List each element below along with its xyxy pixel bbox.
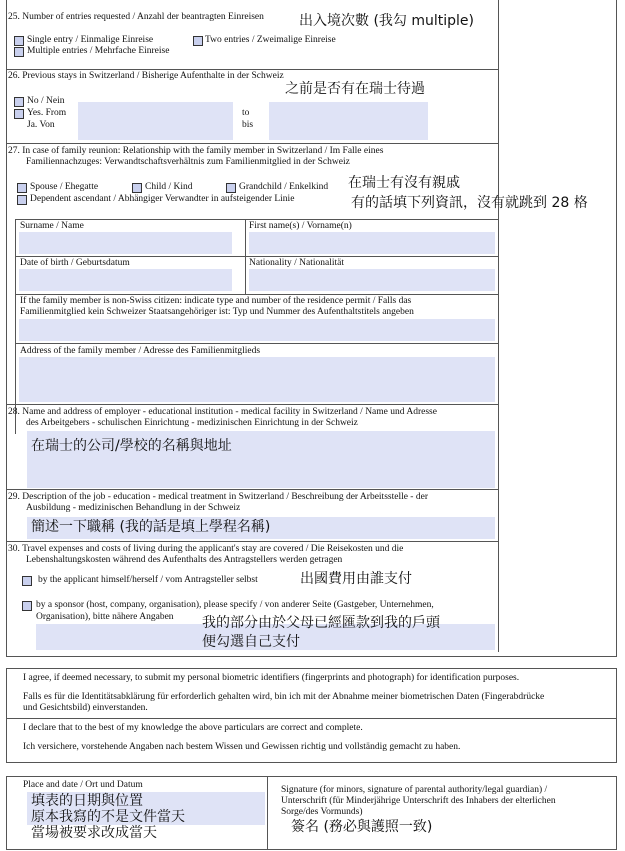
declaration-text: Ich versichere, vorstehende Angaben nach bestem Wissen und Gewissen richtig und vollständig gemacht zu haben. — [23, 742, 461, 752]
divider — [6, 69, 498, 70]
q27-first-names-label: First name(s) / Vorname(n) — [249, 221, 352, 231]
checkbox-spouse[interactable] — [17, 183, 27, 193]
q26-title: 26. Previous stays in Switzerland / Bisherige Aufenthalte in der Schweiz — [8, 71, 284, 81]
place-date-note: 原本我寫的不是文件當天 — [31, 809, 185, 825]
q28-title: 28. Name and address of employer - educational institution - medical facility in Switzerland / Name und Adresse — [8, 407, 437, 417]
q27-option-child: Child / Kind — [145, 182, 193, 192]
residence-permit-field[interactable] — [19, 319, 495, 341]
checkbox-sponsor-pays[interactable] — [22, 601, 32, 611]
q25-note: 出入境次數 (我勾 multiple) — [299, 13, 474, 29]
q25-option-single: Single entry / Einmalige Einreise — [27, 35, 154, 45]
divider — [6, 143, 498, 144]
q27-nationality-label: Nationality / Nationalität — [249, 258, 344, 268]
family-dob-field[interactable] — [19, 269, 232, 291]
checkbox-applicant-pays[interactable] — [22, 576, 32, 586]
q26-no: No / Nein — [27, 96, 65, 106]
q27-dob-label: Date of birth / Geburtsdatum — [20, 258, 130, 268]
divider — [15, 294, 498, 295]
declaration-text: Falls es für die Identitätsabklärung für erforderlich gehalten wird, bin ich mit der Abnahme meiner biometrischen Daten (Fingerabdrücke — [23, 692, 545, 702]
divider — [6, 541, 498, 542]
signature-label: Sorge/des Vormunds) — [281, 807, 363, 817]
q26-ja: Ja. Von — [27, 120, 55, 130]
divider — [267, 777, 268, 849]
checkbox-single-entry[interactable] — [14, 36, 24, 46]
checkbox-child[interactable] — [132, 183, 142, 193]
q25-title: 25. Number of entries requested / Anzahl der beantragten Einreisen — [8, 12, 264, 22]
q27-title: 27. In case of family reunion: Relationship with the family member in Switzerland / Im Falle eines — [8, 146, 384, 156]
divider — [15, 256, 498, 257]
checkbox-grandchild[interactable] — [226, 183, 236, 193]
divider — [15, 343, 498, 344]
family-address-field[interactable] — [19, 357, 495, 402]
declaration-text: und Gesichtsbild) einverstanden. — [23, 703, 148, 713]
place-date-note: 當場被要求改成當天 — [31, 825, 157, 841]
divider — [15, 219, 16, 434]
checkbox-multiple-entries[interactable] — [14, 47, 24, 57]
q27-option-spouse: Spouse / Ehegatte — [30, 182, 99, 192]
signature-label: Unterschrift (für Minderjährige Unterschrift des Inhabers der elterlichen — [281, 796, 556, 806]
place-date-note: 填表的日期與位置 — [31, 793, 143, 809]
q25-option-two: Two entries / Zweimalige Einreise — [205, 35, 336, 45]
q30-note: 我的部分由於父母已經匯款到我的戶頭 — [202, 615, 440, 631]
q27-permit-label: Familienmitglied kein Schweizer Staatsangehöriger ist: Typ und Nummer des Aufenthaltstitels angeben — [20, 307, 414, 317]
checkbox-dependent[interactable] — [17, 195, 27, 205]
q27-permit-label: If the family member is non-Swiss citizen: indicate type and number of the residence permit / Falls das — [20, 296, 412, 306]
family-nationality-field[interactable] — [249, 269, 495, 291]
family-surname-field[interactable] — [19, 232, 232, 254]
q30-option-sponsor: Organisation), bitte nähere Angaben — [36, 612, 174, 622]
family-first-names-field[interactable] — [249, 232, 495, 254]
stay-from-field[interactable] — [78, 102, 233, 140]
declaration-text: I declare that to the best of my knowledge the above particulars are correct and complete. — [23, 723, 363, 733]
right-column-divider — [498, 0, 499, 652]
place-date-label: Place and date / Ort und Datum — [23, 780, 143, 790]
divider — [6, 404, 498, 405]
stay-to-field[interactable] — [269, 102, 428, 140]
q29-note: 簡述一下職稱 (我的話是填上學程名稱) — [31, 519, 271, 535]
q28-note: 在瑞士的公司/學校的名稱與地址 — [31, 438, 232, 454]
q28-title: des Arbeitgebers - schulischen Einrichtung - medizinischen Einrichtung in der Schweiz — [26, 418, 358, 428]
signature-label: Signature (for minors, signature of parental authority/legal guardian) / — [281, 785, 548, 795]
q27-address-label: Address of the family member / Adresse des Familienmitglieds — [20, 346, 261, 356]
signature-note: 簽名 (務必與護照一致) — [291, 819, 433, 835]
q30-title: 30. Travel expenses and costs of living during the applicant's stay are covered / Die Reisekosten und die — [8, 544, 404, 554]
divider — [15, 219, 498, 220]
q29-title: 29. Description of the job - education - medical treatment in Switzerland / Beschreibung der Arbeitsstelle - der — [8, 492, 428, 502]
q26-note: 之前是否有在瑞士待過 — [285, 81, 425, 97]
checkbox-two-entries[interactable] — [193, 36, 203, 46]
q30-option-applicant: by the applicant himself/herself / vom Antragsteller selbst — [38, 575, 258, 585]
q27-option-grandchild: Grandchild / Enkelkind — [239, 182, 329, 192]
q30-note: 便勾選自己支付 — [202, 634, 300, 650]
q30-note: 出國費用由誰支付 — [300, 571, 412, 587]
q26-yes: Yes. From — [27, 108, 67, 118]
checkbox-no[interactable] — [14, 97, 24, 107]
q25-option-multiple: Multiple entries / Mehrfache Einreise — [27, 46, 170, 56]
checkbox-yes[interactable] — [14, 109, 24, 119]
q27-surname-label: Surname / Name — [20, 221, 84, 231]
q27-note: 在瑞士有沒有親戚 — [348, 175, 460, 191]
divider — [6, 489, 498, 490]
q30-title: Lebenshaltungskosten während des Aufenthalts des Antragstellers werden getragen — [26, 555, 343, 565]
declaration-text: I agree, if deemed necessary, to submit my personal biometric identifiers (fingerprints and photograph) for identification purposes. — [23, 673, 520, 683]
q27-note: 有的話填下列資訊，沒有就跳到 28 格 — [351, 195, 588, 211]
q26-to: to — [242, 108, 250, 118]
q27-title: Familiennachzuges: Verwandtschaftsverhältnis zum Familienmitglied in der Schweiz — [26, 157, 350, 167]
divider — [6, 718, 616, 719]
q29-title: Ausbildung - medizinischen Behandlung in der Schweiz — [26, 503, 241, 513]
q30-option-sponsor: by a sponsor (host, company, organisation), please specify / von anderer Seite (Gastgeber, Unternehmen, — [36, 600, 434, 610]
q26-bis: bis — [242, 120, 254, 130]
q27-option-dependent: Dependent ascendant / Abhängiger Verwandter in aufsteigender Linie — [30, 194, 295, 204]
